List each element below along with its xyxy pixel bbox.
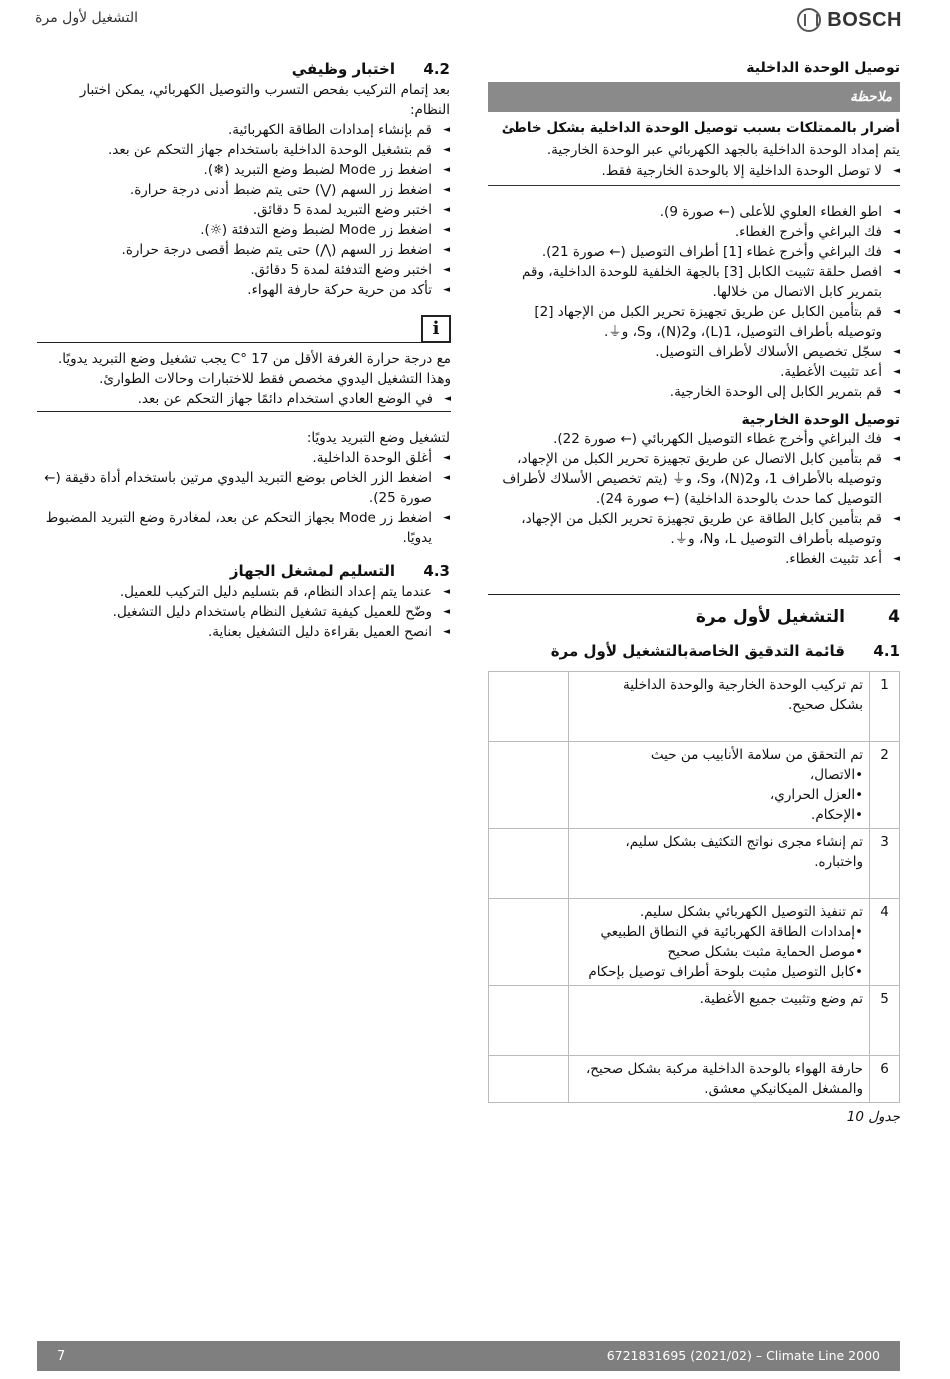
info-bullet: ◄ في الوضع العادي استخدام دائمًا جهاز التحكم عن بعد.: [37, 389, 451, 409]
footer-bar: [37, 1341, 900, 1371]
section-number: 4: [888, 607, 900, 627]
handover-step: ◄ عندما يتم إعداد النظام، قم بتسليم دليل التركيب للعميل.: [36, 582, 450, 602]
checkbox-cell: [489, 1056, 569, 1103]
row-number: 3: [870, 829, 900, 899]
outdoor-step: ◄ فك البراغي وأخرج غطاء التوصيل الكهربائي (← صورة 22).: [488, 429, 900, 449]
section-title: قائمة التدقيق الخاصةبالتشغيل لأول مرة: [550, 642, 845, 660]
indoor-step: ◄ اطو الغطاء العلوي للأعلى (← صورة 9).: [488, 202, 900, 222]
outdoor-step: ◄ قم بتأمين كابل الطاقة عن طريق تجهيزة تحرير الكبل من الإجهاد، وتوصيله بأطراف التوصيل L، وN، و⏚.: [488, 509, 900, 549]
row-text-line: •إمدادات الطاقة الكهربائية في النطاق الطبيعي: [600, 924, 864, 940]
section-4-3-heading: [36, 562, 450, 580]
brand-name: BOSCH: [827, 8, 902, 31]
row-text: [568, 829, 869, 899]
row-text-line: والمشغل الميكانيكي معشق.: [704, 1081, 864, 1097]
row-text: [568, 742, 869, 829]
warning-bullet: ◄ لا توصل الوحدة الداخلية إلا بالوحدة الخارجية فقط.: [488, 161, 900, 181]
bosch-armature-icon: [797, 8, 821, 32]
warning-title: أضرار بالممتلكات بسبب توصيل الوحدة الداخلية بشكل خاطئ: [501, 120, 900, 136]
table-row: [489, 899, 900, 986]
function-test-step: ◄ اضغط زر السهم (⋀) حتى يتم ضبط أقصى درجة حرارة.: [36, 240, 450, 260]
outdoor-step: ◄ قم بتأمين كابل الاتصال عن طريق تجهيزة تحرير الكبل من الإجهاد، وتوصيله بالأطراف 1، و2(N)، وS، و⏚ (يتم تخصيص الأسلاك لأطراف التوصيل كما حدث بالوحدة الداخلية) (← صورة 24).: [488, 449, 900, 509]
handover-step: ◄ وضّح للعميل كيفية تشغيل النظام باستخدام دليل التشغيل.: [36, 602, 450, 622]
info-note: [37, 315, 451, 412]
warning-list: [488, 161, 900, 181]
note-banner: ملاحظة: [488, 82, 900, 112]
row-text: [568, 1056, 869, 1103]
row-text-line: •العزل الحراري،: [769, 787, 864, 803]
row-text-line: •الإحكام.: [811, 807, 864, 823]
checklist-table: [488, 671, 900, 1103]
table-row: [489, 672, 900, 742]
section-intro: بعد إتمام التركيب بفحص التسرب والتوصيل الكهربائي، يمكن اختبار النظام:: [79, 82, 450, 118]
function-test-steps: [36, 120, 450, 300]
outdoor-steps-list: [488, 429, 900, 569]
function-test-step: ◄ اختبر وضع التدفئة لمدة 5 دقائق.: [36, 260, 450, 280]
checkbox-cell: [489, 986, 569, 1056]
info-icon: i: [421, 315, 451, 343]
indoor-step: ◄ فك البراغي وأخرج غطاء [1] أطراف التوصيل (← صورة 21).: [488, 242, 900, 262]
row-text-line: •موصل الحماية مثبت بشكل صحيح: [667, 944, 864, 960]
outdoor-connection-heading: توصيل الوحدة الخارجية: [741, 412, 900, 428]
checkbox-cell: [489, 829, 569, 899]
manual-cooling-step: ◄ أغلق الوحدة الداخلية.: [36, 448, 450, 468]
section-4-heading: [488, 607, 900, 627]
function-test-step: ◄ قم بإنشاء إمدادات الطاقة الكهربائية.: [36, 120, 450, 140]
row-number: 5: [870, 986, 900, 1056]
outdoor-step: ◄ أعد تثبيت الغطاء.: [488, 549, 900, 569]
info-list: [37, 389, 451, 409]
manual-cooling-intro: لتشغيل وضع التبريد يدويًا:: [306, 430, 450, 446]
section-divider: [488, 594, 900, 595]
row-text-line: تم التحقق من سلامة الأنابيب من حيث: [650, 747, 864, 763]
function-test-step: ◄ اختبر وضع التبريد لمدة 5 دقائق.: [36, 200, 450, 220]
row-text-line: حارفة الهواء بالوحدة الداخلية مركبة بشكل صحيح،: [585, 1061, 864, 1077]
checkbox-cell: [489, 899, 569, 986]
indoor-step: ◄ سجّل تخصيص الأسلاك لأطراف التوصيل.: [488, 342, 900, 362]
info-text: مع درجة حرارة الغرفة الأقل من 17 °C يجب تشغيل وضع التبريد يدويًا. وهذا التشغيل اليدوي مخصص فقط للاختبارات وحالات الطوارئ.: [57, 351, 451, 387]
function-test-step: ◄ اضغط زر السهم (⋁) حتى يتم ضبط أدنى درجة حرارة.: [36, 180, 450, 200]
section-4-3-body: [36, 582, 450, 642]
row-number: 4: [870, 899, 900, 986]
function-test-step: ◄ اضغط زر Mode لضبط وضع التدفئة (☼).: [36, 220, 450, 240]
indoor-connection-section: [488, 60, 900, 402]
manual-cooling-steps: [36, 448, 450, 548]
checklist-table-wrap: [488, 671, 900, 1125]
checkbox-cell: [489, 672, 569, 742]
row-text-line: تم تركيب الوحدة الخارجية والوحدة الداخلية: [622, 677, 864, 693]
row-number: 2: [870, 742, 900, 829]
indoor-steps-list: [488, 202, 900, 402]
header-title: التشغيل لأول مرة: [35, 10, 138, 26]
row-number: 6: [870, 1056, 900, 1103]
indoor-step: ◄ افصل حلقة تثبيت الكابل [3] بالجهة الخلفية للوحدة الداخلية، وقم بتمرير كابل الاتصال من خلالها.: [488, 262, 900, 302]
manual-cooling-step: ◄ اضغط الزر الخاص بوضع التبريد اليدوي مرتين باستخدام أداة دقيقة (← صورة 25).: [36, 468, 450, 508]
manual-cooling-section: [36, 428, 450, 548]
function-test-step: ◄ قم بتشغيل الوحدة الداخلية باستخدام جهاز التحكم عن بعد.: [36, 140, 450, 160]
table-row: [489, 986, 900, 1056]
divider: [488, 185, 900, 186]
indoor-step: ◄ فك البراغي وأخرج الغطاء.: [488, 222, 900, 242]
manual-cooling-step: ◄ اضغط زر Mode بجهاز التحكم عن بعد، لمغادرة وضع التبريد المضبوط يدويًا.: [36, 508, 450, 548]
section-title: التشغيل لأول مرة: [695, 607, 845, 627]
table-caption: جدول 10: [846, 1109, 900, 1125]
indoor-step: ◄ قم بتأمين الكابل عن طريق تجهيزة تحرير الكبل من الإجهاد [2] وتوصيله بأطراف التوصيل، 1(L)، و2(N)، وS، و⏚.: [488, 302, 900, 342]
row-text: [568, 672, 869, 742]
row-text: [568, 986, 869, 1056]
section-title: اختبار وظيفي: [291, 60, 395, 78]
indoor-step: ◄ أعد تثبيت الأغطية.: [488, 362, 900, 382]
document-id: 6721831695 (2021/02) – Climate Line 2000: [606, 1348, 880, 1363]
section-4-1-heading: [488, 642, 900, 660]
section-number: 4.1: [873, 642, 900, 660]
table-row: [489, 829, 900, 899]
function-test-step: ◄ تأكد من حرية حركة حارفة الهواء.: [36, 280, 450, 300]
table-row: [489, 1056, 900, 1103]
section-4-2-body: [36, 80, 450, 300]
row-number: 1: [870, 672, 900, 742]
row-text-line: بشكل صحيح.: [788, 697, 864, 713]
section-number: 4.3: [423, 562, 450, 580]
table-row: [489, 742, 900, 829]
handover-steps: [36, 582, 450, 642]
section-number: 4.2: [423, 60, 450, 78]
handover-step: ◄ انصح العميل بقراءة دليل التشغيل بعناية.: [36, 622, 450, 642]
row-text-line: •الاتصال،: [809, 767, 864, 783]
row-text-line: •كابل التوصيل مثبت بلوحة أطراف توصيل بإحكام: [588, 964, 864, 980]
page-number: 7: [57, 1349, 66, 1364]
section-4-2-heading: [36, 60, 450, 78]
section-title: التسليم لمشغل الجهاز: [229, 562, 395, 580]
indoor-connection-heading: توصيل الوحدة الداخلية: [746, 60, 900, 76]
outdoor-connection-section: [488, 412, 900, 569]
checkbox-cell: [489, 742, 569, 829]
indoor-step: ◄ قم بتمرير الكابل إلى الوحدة الخارجية.: [488, 382, 900, 402]
row-text-line: تم تنفيذ التوصيل الكهربائي بشكل سليم.: [639, 904, 864, 920]
function-test-step: ◄ اضغط زر Mode لضبط وضع التبريد (❄).: [36, 160, 450, 180]
warning-text: يتم إمداد الوحدة الداخلية بالجهد الكهربائي عبر الوحدة الخارجية.: [546, 142, 900, 158]
brand-logo: [797, 8, 902, 32]
row-text-line: تم وضع وتثبيت جميع الأغطية.: [699, 991, 864, 1007]
row-text: [568, 899, 869, 986]
row-text-line: تم إنشاء مجرى نواتج التكثيف بشكل سليم، واختباره.: [625, 834, 864, 870]
